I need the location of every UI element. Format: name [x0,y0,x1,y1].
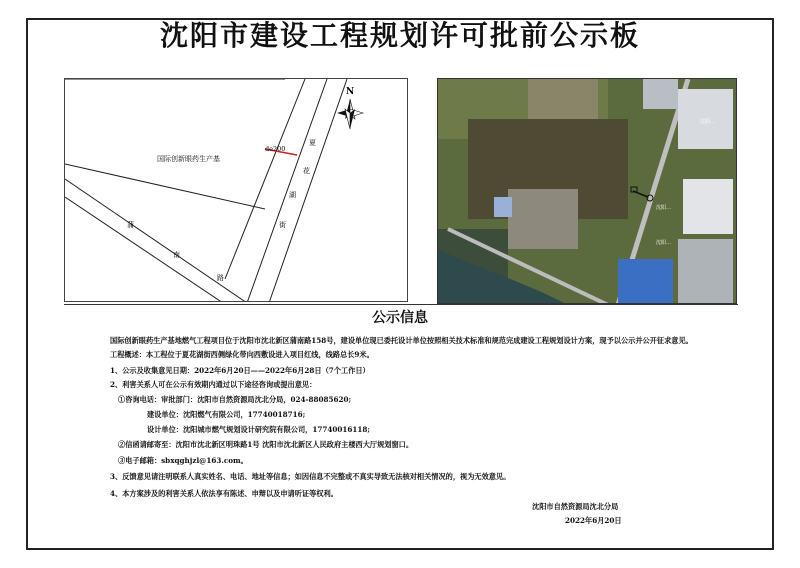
street-label-char: 花 [303,167,310,175]
notice-item-rights: 4、本方案涉及的利害关系人依法享有陈述、申辩以及申请听证等权利。 [110,489,338,498]
builder-phone: 建设单位：沈阳燃气有限公司，17740018716; [147,410,306,419]
street-label-char: 夏 [309,139,316,147]
notice-overview: 工程概述：本工程位于夏花湖街西侧绿化带向西敷设进入项目红线，线路总长9米。 [110,350,374,359]
signature-org: 沈阳市自然资源局沈北分局 [532,502,619,511]
road-edge [269,79,347,302]
page-title: 沈阳市建设工程规划许可批前公示板 [159,19,640,52]
section-divider [64,304,738,305]
satellite-label: 沈阳… [700,119,716,125]
site-plan-map [64,78,408,302]
road-label-char: 路 [217,274,224,282]
satellite-label: 沈阳… [656,205,672,211]
mail-address: ②信函请邮寄至：沈阳市沈北新区明珠路1号 沈阳市沈北新区人民政府主楼西大厅规划窗口。 [118,440,414,449]
site-plan-drawing [65,79,408,302]
plot-label: 国际创新眼药生产基 [157,155,220,163]
road-edge [65,179,247,302]
satellite-image [437,78,737,304]
notice-heading: 公示信息 [372,310,428,326]
signature-date: 2022年6月20日 [565,516,622,525]
road-edge [247,79,327,302]
designer-phone: 设计单位：沈阳城市燃气规划设计研究院有限公司，17740016118; [147,425,370,434]
road-label-char: 蒲 [127,221,134,229]
notice-item-channels: 2、利害关系人可在公示有效期内通过以下途径咨询或提出意见： [110,380,317,389]
road-edge [65,197,223,302]
north-label: N [346,87,355,97]
email-address: ③电子邮箱：sbxqghjzl@163.com。 [118,456,248,465]
satellite-photo [438,79,737,304]
notice-item-dates: 1、公示及收集意见日期：2022年6月20日——2022年6月28日（7个工作日） [110,366,370,375]
notice-intro: 国际创新眼药生产基地燃气工程项目位于沈阳市沈北新区蒲南路158号，建设单位现已委托设计单位按照相关技术标准和规范完成建设工程规划设计方案，现予以公示并公开征求意见。 [110,336,693,345]
plot-boundary [65,164,265,209]
street-label-char: 街 [279,221,286,229]
north-arrow-icon [337,99,363,129]
satellite-label: 沈阳… [656,240,672,246]
notice-item-feedback: 3、反馈意见请注明联系人真实姓名、电话、地址等信息；如因信息不完整或不真实导致无法核对相关情况的，视为无效意见。 [110,472,511,481]
road-label-char: 南 [173,251,180,259]
consult-phone: ①咨询电话：审批部门：沈阳市自然资源局沈北分局，024-88085620; [118,395,352,404]
pipe-label: de200 [265,145,286,153]
road-edge [225,79,305,279]
street-label-char: 湖 [289,191,296,199]
